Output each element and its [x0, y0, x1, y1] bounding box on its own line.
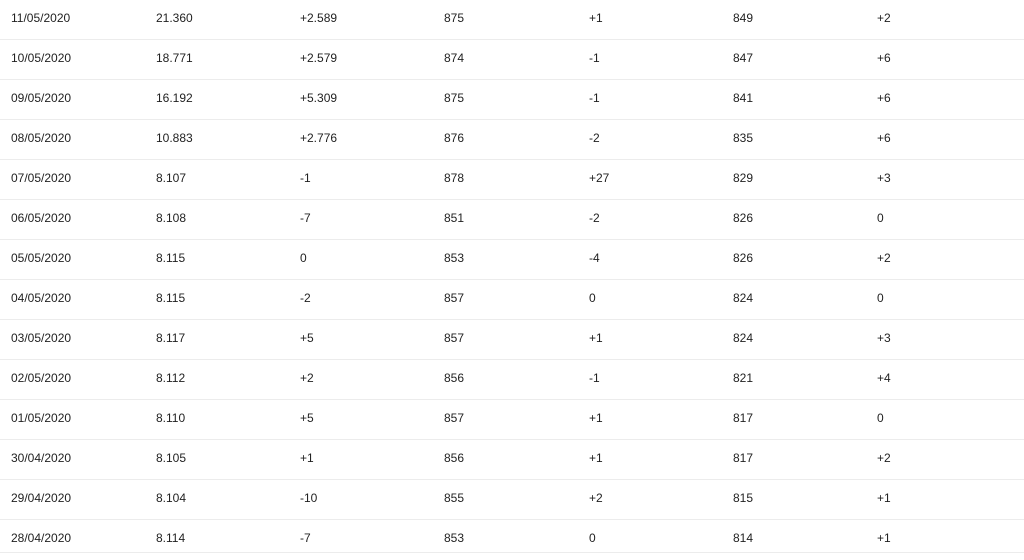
value-c-cell: 815 — [733, 491, 754, 505]
table-row — [0, 400, 1024, 440]
total-cell: 8.112 — [156, 371, 186, 385]
table-row — [0, 280, 1024, 320]
table-row — [0, 120, 1024, 160]
value-c-cell: 847 — [733, 51, 754, 65]
total-change-cell: +1 — [300, 451, 314, 465]
value-c-change-cell: 0 — [877, 411, 884, 425]
value-c-change-cell: +6 — [877, 51, 891, 65]
value-c-cell: 835 — [733, 131, 754, 145]
value-c-change-cell: 0 — [877, 211, 884, 225]
value-c-cell: 826 — [733, 251, 754, 265]
value-b-cell: 856 — [444, 451, 465, 465]
value-c-change-cell: +3 — [877, 331, 891, 345]
value-b-cell: 857 — [444, 331, 465, 345]
total-cell: 10.883 — [156, 131, 193, 145]
value-c-cell: 841 — [733, 91, 754, 105]
value-c-cell: 814 — [733, 531, 754, 545]
value-b-cell: 856 — [444, 371, 465, 385]
value-b-change-cell: +2 — [589, 491, 603, 505]
value-c-change-cell: +2 — [877, 251, 891, 265]
total-cell: 18.771 — [156, 51, 193, 65]
value-b-cell: 857 — [444, 411, 465, 425]
total-change-cell: +5 — [300, 331, 314, 345]
table-row — [0, 160, 1024, 200]
value-c-change-cell: +1 — [877, 491, 891, 505]
total-change-cell: -10 — [300, 491, 318, 505]
value-c-change-cell: +3 — [877, 171, 891, 185]
total-cell: 8.104 — [156, 491, 187, 505]
value-b-change-cell: -1 — [589, 91, 600, 105]
value-b-cell: 855 — [444, 491, 465, 505]
date-cell: 30/04/2020 — [11, 451, 72, 465]
value-b-change-cell: -1 — [589, 51, 600, 65]
table-row — [0, 480, 1024, 520]
value-b-change-cell: +1 — [589, 411, 603, 425]
total-cell: 8.105 — [156, 451, 187, 465]
table-row — [0, 200, 1024, 240]
value-b-cell: 857 — [444, 291, 465, 305]
value-c-cell: 821 — [733, 371, 754, 385]
total-change-cell: -7 — [300, 211, 311, 225]
total-change-cell: +5.309 — [300, 91, 338, 105]
value-b-cell: 875 — [444, 91, 465, 105]
value-b-cell: 875 — [444, 11, 465, 25]
date-cell: 06/05/2020 — [11, 211, 72, 225]
total-change-cell: +2.589 — [300, 11, 338, 25]
date-cell: 05/05/2020 — [11, 251, 72, 265]
value-c-cell: 824 — [733, 331, 754, 345]
date-cell: 01/05/2020 — [11, 411, 72, 425]
total-change-cell: +2.579 — [300, 51, 338, 65]
total-cell: 8.115 — [156, 251, 186, 265]
value-c-cell: 829 — [733, 171, 754, 185]
value-c-cell: 817 — [733, 411, 754, 425]
total-cell: 8.117 — [156, 331, 186, 345]
total-cell: 8.107 — [156, 171, 187, 185]
value-c-change-cell: +6 — [877, 131, 891, 145]
date-cell: 09/05/2020 — [11, 91, 72, 105]
date-cell: 28/04/2020 — [11, 531, 72, 545]
value-c-change-cell: +2 — [877, 11, 891, 25]
total-change-cell: -7 — [300, 531, 311, 545]
total-cell: 8.110 — [156, 411, 186, 425]
value-c-cell: 817 — [733, 451, 754, 465]
value-c-change-cell: +1 — [877, 531, 891, 545]
table-row — [0, 440, 1024, 480]
value-c-change-cell: +2 — [877, 451, 891, 465]
value-b-change-cell: +1 — [589, 451, 603, 465]
value-b-cell: 878 — [444, 171, 465, 185]
date-cell: 04/05/2020 — [11, 291, 72, 305]
value-b-cell: 851 — [444, 211, 465, 225]
value-b-change-cell: -2 — [589, 131, 600, 145]
value-b-cell: 853 — [444, 531, 465, 545]
date-cell: 08/05/2020 — [11, 131, 72, 145]
total-change-cell: -2 — [300, 291, 311, 305]
total-change-cell: -1 — [300, 171, 311, 185]
total-change-cell: +2 — [300, 371, 314, 385]
value-b-change-cell: -4 — [589, 251, 600, 265]
date-cell: 03/05/2020 — [11, 331, 72, 345]
total-cell: 8.114 — [156, 531, 186, 545]
table-row — [0, 0, 1024, 40]
value-b-change-cell: +1 — [589, 11, 603, 25]
table-row — [0, 360, 1024, 400]
table-row — [0, 80, 1024, 120]
total-change-cell: 0 — [300, 251, 307, 265]
table-row — [0, 240, 1024, 280]
table-row — [0, 40, 1024, 80]
value-b-cell: 876 — [444, 131, 465, 145]
value-b-change-cell: 0 — [589, 531, 596, 545]
table-row — [0, 520, 1024, 553]
date-cell: 11/05/2020 — [11, 11, 71, 25]
value-c-cell: 849 — [733, 11, 754, 25]
total-change-cell: +5 — [300, 411, 314, 425]
value-c-change-cell: +6 — [877, 91, 891, 105]
table-row — [0, 320, 1024, 360]
value-b-change-cell: +27 — [589, 171, 610, 185]
total-cell: 8.115 — [156, 291, 186, 305]
total-cell: 16.192 — [156, 91, 193, 105]
value-b-change-cell: 0 — [589, 291, 596, 305]
value-c-cell: 824 — [733, 291, 754, 305]
value-c-change-cell: +4 — [877, 371, 891, 385]
value-b-change-cell: -1 — [589, 371, 600, 385]
value-b-change-cell: -2 — [589, 211, 600, 225]
total-change-cell: +2.776 — [300, 131, 338, 145]
date-cell: 29/04/2020 — [11, 491, 72, 505]
total-cell: 8.108 — [156, 211, 187, 225]
value-b-change-cell: +1 — [589, 331, 603, 345]
date-cell: 02/05/2020 — [11, 371, 72, 385]
value-b-cell: 853 — [444, 251, 465, 265]
value-c-cell: 826 — [733, 211, 754, 225]
value-b-cell: 874 — [444, 51, 465, 65]
date-cell: 07/05/2020 — [11, 171, 72, 185]
value-c-change-cell: 0 — [877, 291, 884, 305]
total-cell: 21.360 — [156, 11, 193, 25]
date-cell: 10/05/2020 — [11, 51, 72, 65]
